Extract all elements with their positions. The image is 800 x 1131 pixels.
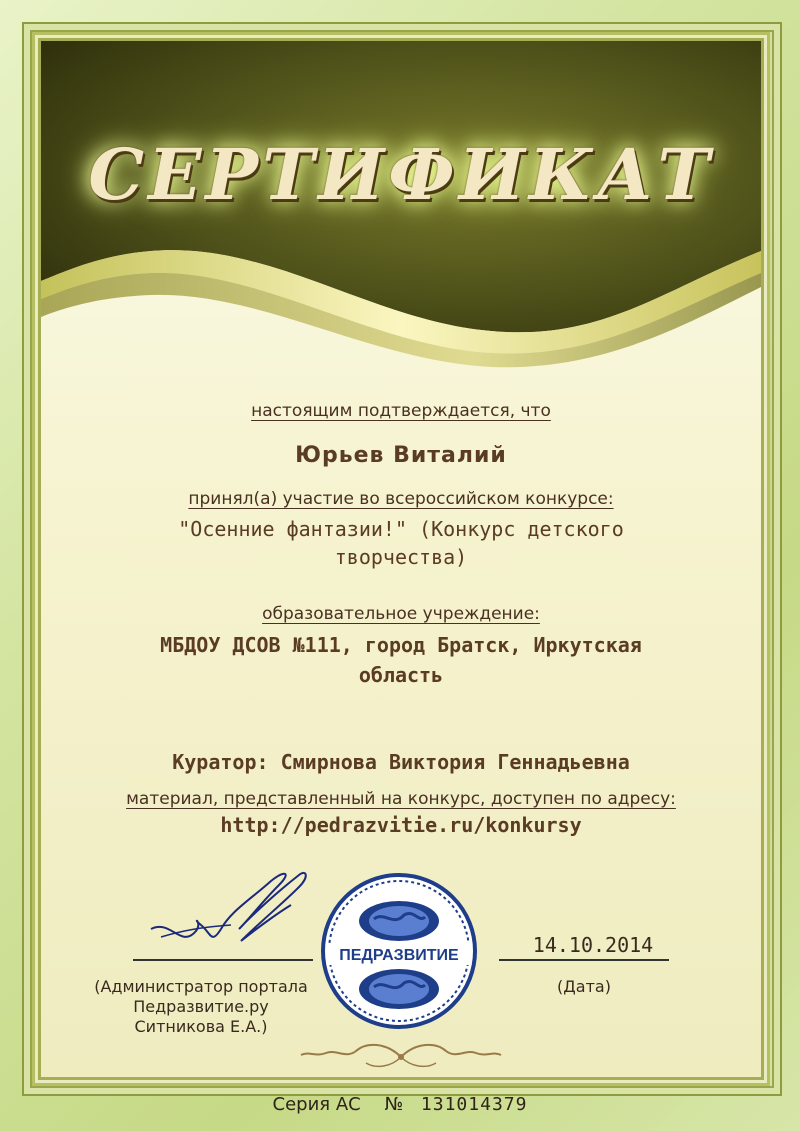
signature-line — [133, 959, 313, 961]
signature-caption-1: (Администратор портала — [94, 977, 308, 996]
date-value: 14.10.2014 — [532, 933, 654, 957]
series-number: 131014379 — [420, 1094, 528, 1115]
institution-label: образовательное учреждение: — [262, 604, 540, 624]
material-url[interactable]: http://pedrazvitie.ru/konkursy — [220, 813, 582, 837]
participation-label: принял(а) участие во всероссийском конкурсе: — [188, 489, 614, 509]
recipient-name: Юрьев Виталий — [295, 443, 507, 468]
institution-line2: область — [358, 663, 444, 687]
number-sign: № — [384, 1094, 404, 1115]
ornament-flourish-icon — [286, 1037, 516, 1077]
curator-line: Куратор: Смирнова Виктория Геннадьевна — [172, 750, 630, 774]
date-line — [499, 959, 669, 961]
intro-text: настоящим подтверждается, что — [251, 401, 551, 421]
contest-name-line1: "Осенние фантазии!" (Конкурс детского — [178, 517, 624, 541]
inner-frame — [38, 38, 764, 1080]
institution-line1: МБДОУ ДСОВ №111, город Братск, Иркутская — [160, 633, 642, 657]
signature-icon — [141, 859, 321, 969]
contest-name-line2: творчества) — [334, 545, 468, 569]
signature-caption-2: Педразвитие.ру — [133, 997, 269, 1016]
stamp-text: ПЕДРАЗВИТИЕ — [339, 947, 459, 964]
certificate-title: СЕРТИФИКАТ — [88, 133, 714, 216]
series-label: Серия АС — [272, 1094, 361, 1115]
material-label: материал, представленный на конкурс, доступен по адресу: — [126, 789, 676, 809]
series-row — [0, 1094, 800, 1115]
signature-caption-3: Ситникова Е.А.) — [134, 1017, 268, 1036]
date-caption: (Дата) — [557, 977, 611, 996]
pedrazvitie-stamp-icon — [319, 871, 479, 1031]
